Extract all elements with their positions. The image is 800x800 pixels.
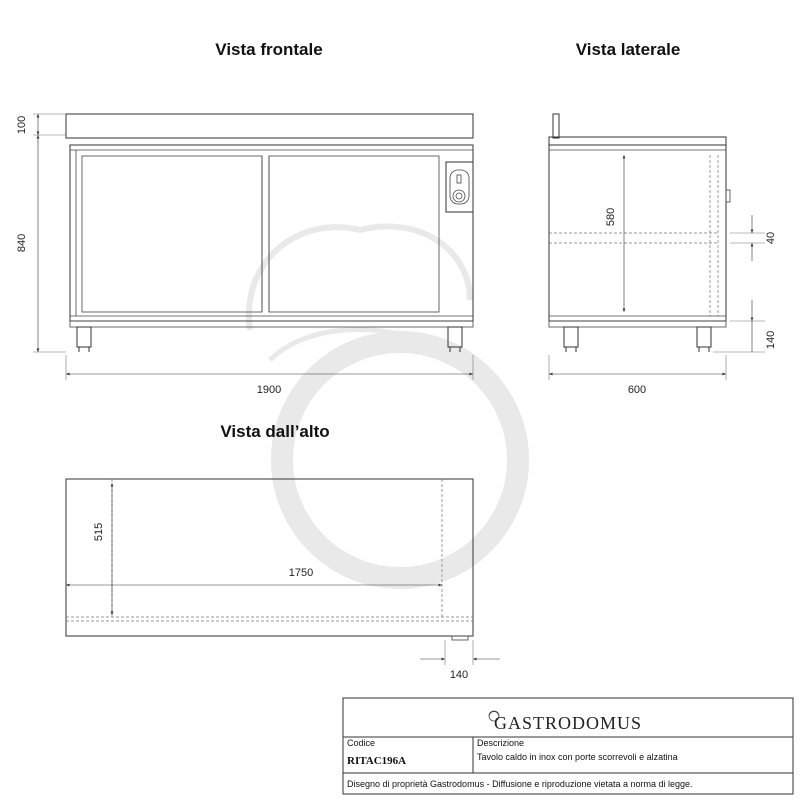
side-view-title: Vista laterale <box>575 40 681 59</box>
top-view-title: Vista dall’alto <box>220 422 330 441</box>
side-view <box>549 114 730 352</box>
watermark <box>249 226 518 578</box>
code-label: Codice <box>347 738 376 748</box>
front-view-title: Vista frontale <box>215 40 323 59</box>
title-block <box>343 698 793 794</box>
dim-front-width: 1900 <box>256 384 282 396</box>
code-value: RITAC196A <box>347 755 407 767</box>
dim-side-inner-height: 580 <box>605 207 617 227</box>
top-view <box>66 479 473 640</box>
brand-name: GASTRODOMUS <box>493 713 643 733</box>
dim-top-depth: 515 <box>93 522 105 542</box>
dim-front-height: 840 <box>16 233 28 253</box>
dim-top-width: 1750 <box>288 567 314 579</box>
dim-side-shelf-gap: 40 <box>765 231 777 245</box>
description-value: Tavolo caldo in inox con porte scorrevoli e alzatina <box>477 752 678 762</box>
dim-top-foot: 140 <box>449 669 469 681</box>
ownership-footer: Disegno di proprietà Gastrodomus - Diffusione e riproduzione vietata a norma di legge. <box>347 779 693 789</box>
dim-side-depth: 600 <box>627 384 647 396</box>
dim-side-feet: 140 <box>765 330 777 350</box>
front-view <box>66 114 473 352</box>
description-label: Descrizione <box>477 738 525 748</box>
dim-front-upstand: 100 <box>16 115 28 135</box>
side-dimensions <box>549 155 777 396</box>
